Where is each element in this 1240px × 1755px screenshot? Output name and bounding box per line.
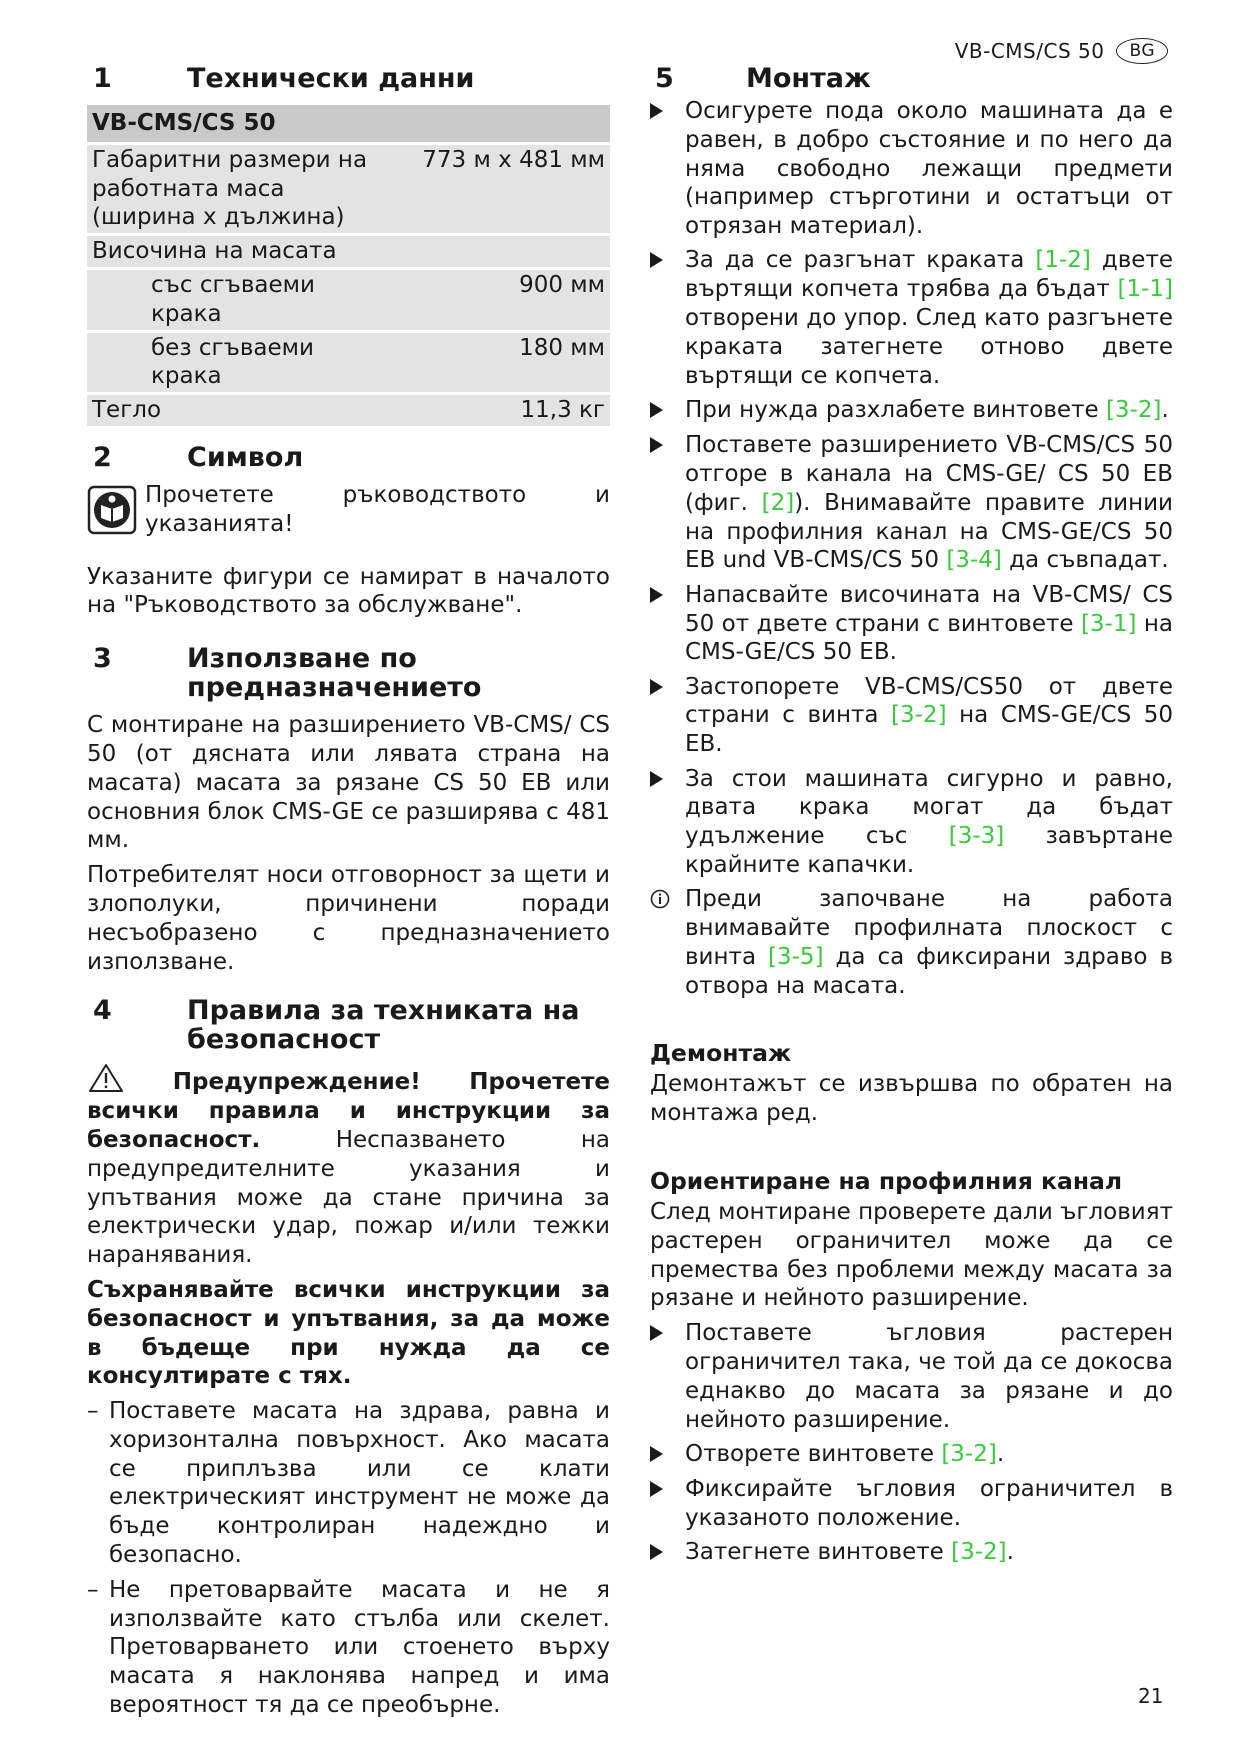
left-column [87, 64, 610, 1726]
list-item-text: Поставете ъгловия растерен ограничител така, че той да се докосва еднакво до масата за рязане и до нейното разширение. [685, 1320, 1173, 1433]
safety-warning [87, 1063, 610, 1270]
bullet-arrow-icon [650, 1481, 663, 1497]
figure-reference: [3-2] [941, 1440, 997, 1467]
table-row [87, 270, 610, 330]
right-column [650, 64, 1173, 1574]
page-number: 21 [1138, 1684, 1164, 1708]
warning-triangle-icon [87, 1063, 125, 1093]
figure-reference: [2] [761, 489, 795, 516]
list-item [650, 673, 1173, 759]
row-value [377, 236, 610, 267]
liability-text: Потребителят носи отговорност за щети и злополуки, причинени поради несъобразено с предназначението използване. [87, 862, 610, 975]
section-title: Използване по предназначението [187, 643, 482, 704]
table-row [87, 236, 610, 267]
figures-note: Указаните фигури се намират в началото на "Ръководството за обслужване". [87, 563, 610, 619]
list-item-text: При нужда разхлабете винтовете [3-2]. [685, 396, 1169, 423]
figure-reference: [3-3] [948, 823, 1005, 850]
list-item-text: Осигурете пода около машината да е равен, в добро състояние и по него да няма свободно лежащи предмети (например стърготини и остатъци от отрязан материал). [685, 98, 1173, 240]
list-item-text: Поставете масата на здрава, равна и хоризонтална повърхност. Ако масата се приплъзва или се клати електрическият инструмент не може да бъде контролиран надеждно и безопасно. [109, 1398, 610, 1569]
list-item [650, 1440, 1173, 1470]
list-item-text: Не претоварвайте масата и не я използвайте като стълба или скелет. Претоварването или стоенето върху масата я наклонява напред и има вероятност тя да се преобърне. [109, 1576, 610, 1719]
figure-reference: [3-2] [1105, 396, 1162, 423]
section-number: 1 [93, 63, 112, 94]
figure-reference: [3-4] [946, 547, 1002, 574]
table-row [87, 145, 610, 233]
figure-reference: [1-1] [1117, 276, 1173, 303]
dismantling-text: Демонтажът се извършва по обратен на монтажа ред. [650, 1071, 1173, 1127]
bullet-arrow-icon [650, 679, 663, 695]
list-item [87, 1397, 610, 1570]
section-number: 4 [93, 995, 112, 1027]
section-title: Монтаж [746, 63, 871, 94]
row-value: 180 мм [377, 333, 610, 393]
section-number: 5 [655, 63, 674, 94]
section-title: Символ [187, 441, 304, 473]
section-number: 3 [93, 643, 112, 675]
row-label: Габаритни размери на работната маса (ширина x дължина) [87, 145, 377, 233]
list-item [650, 765, 1173, 880]
list-item [650, 246, 1173, 390]
section-number: 2 [93, 441, 112, 473]
table-header: VB-CMS/CS 50 [87, 105, 610, 142]
section-1-heading [87, 64, 610, 93]
list-item [650, 431, 1173, 575]
row-value: 11,3 кг [377, 395, 610, 426]
list-item-text: Затегнете винтовете [3-2]. [685, 1539, 1014, 1566]
bullet-arrow-icon [650, 771, 663, 787]
section-3-heading [87, 644, 610, 702]
info-text: Преди започване на работа внимавайте профилната плоскост с винта [3-5] да са фиксирани здраво в отвора на масата. [685, 886, 1174, 999]
row-label: Височина на масата [87, 236, 377, 267]
bullet-arrow-icon [650, 437, 663, 453]
row-label: със сгъваеми крака [87, 270, 377, 330]
figure-reference: [3-1] [1080, 610, 1137, 637]
bullet-arrow-icon [650, 252, 663, 268]
section-2-heading [87, 443, 610, 472]
bullet-arrow-icon [650, 103, 663, 119]
list-item [650, 1475, 1173, 1533]
section-title: Технически данни [187, 63, 475, 94]
dismantling-heading: Демонтаж [650, 1039, 792, 1068]
list-item [650, 97, 1173, 241]
orientation-text: След монтиране проверете дали ъгловият растерен ограничител може да се премества без проблеми между масата за рязане и нейното разширение. [650, 1199, 1173, 1312]
list-item-text: Поставете разширението VB-CMS/CS 50 отгоре в канала на CMS-GE/ CS 50 EB (фиг. [2]). Внимавайте правите линии на профилния канал на CMS-GE/CS 50 EB und VB-CMS/CS 50 [3-4] да съвпадат. [685, 432, 1174, 574]
page-header [955, 38, 1168, 64]
header-model: VB-CMS/CS 50 [954, 39, 1105, 63]
section-5-heading [650, 64, 1173, 93]
list-item-text: Отворете винтовете [3-2]. [685, 1440, 1005, 1467]
bullet-arrow-icon [650, 402, 663, 418]
info-note [650, 885, 1173, 1000]
row-label: Тегло [87, 395, 377, 426]
section-title: Правила за техниката на безопасност [187, 995, 580, 1056]
figure-reference: [3-5] [768, 943, 824, 970]
list-item-text: Напасвайте височината на VB-CMS/ CS 50 от двете страни с винтовете [3-1] на CMS-GE/CS 50 EB. [685, 581, 1173, 666]
keep-instructions-text: Съхранявайте всички инструкции за безопасност и упътвания, за да може в бъдеще при нужда да се консултирате с тях. [87, 1276, 610, 1390]
figure-reference: [1-2] [1035, 247, 1091, 274]
info-icon [650, 889, 670, 909]
technical-data-table [87, 102, 610, 429]
warning-text: Неспазването на предупредителните указания и упътвания може да стане причина за електрически удар, пожар и/или тежки наранявания. [87, 1126, 610, 1269]
dash-mark: – [87, 1398, 99, 1425]
dash-mark: – [87, 1576, 99, 1603]
figure-reference: [3-2] [891, 702, 947, 729]
figure-reference: [3-2] [951, 1539, 1007, 1566]
intended-use-text: С монтиране на разширението VB-CMS/ CS 50 (от дясната или лявата страна на масата) масата за рязане CS 50 EB или основния блок CMS-GE се разширява с 481 мм. [87, 712, 610, 854]
row-value: 900 мм [377, 270, 610, 330]
orientation-heading: Ориентиране на профилния канал [650, 1167, 1123, 1195]
read-manual-icon [87, 485, 137, 535]
list-item-text: За стои машината сигурно и равно, двата крака могат да бъдат удължение със [3-3] завъртане крайните капачки. [685, 765, 1173, 878]
symbol-text: Прочетете ръководството и указанията! [145, 481, 610, 537]
list-item [650, 1319, 1173, 1434]
bullet-arrow-icon [650, 1544, 663, 1560]
bullet-arrow-icon [650, 1325, 663, 1341]
list-item [650, 581, 1173, 667]
language-badge: BG [1116, 38, 1168, 64]
row-label: без сгъваеми крака [87, 333, 377, 393]
list-item [650, 1538, 1173, 1568]
section-4-heading [87, 996, 610, 1054]
bullet-arrow-icon [650, 1446, 663, 1462]
list-item [87, 1576, 610, 1720]
list-item-text: Застопорете VB-CMS/CS50 от двете страни с винта [3-2] на CMS-GE/CS 50 EB. [685, 673, 1173, 758]
table-row [87, 395, 610, 426]
list-item [650, 396, 1173, 426]
list-item-text: Фиксирайте ъгловия ограничител в указаното положение. [685, 1476, 1173, 1531]
table-header-row [87, 105, 610, 142]
bullet-arrow-icon [650, 587, 663, 603]
list-item-text: За да се разгънат краката [1-2] двете въртящи копчета трябва да бъдат [1-1] отворени до упор. След като разгънете краката затегнете отново двете въртящи се копчета. [685, 247, 1174, 389]
table-row [87, 333, 610, 393]
warning-bold-text: Предупреждение! Прочетете всички правила и инструкции за безопасност. [87, 1069, 611, 1153]
symbol-row [87, 481, 610, 539]
row-value: 773 м x 481 мм [377, 145, 610, 233]
